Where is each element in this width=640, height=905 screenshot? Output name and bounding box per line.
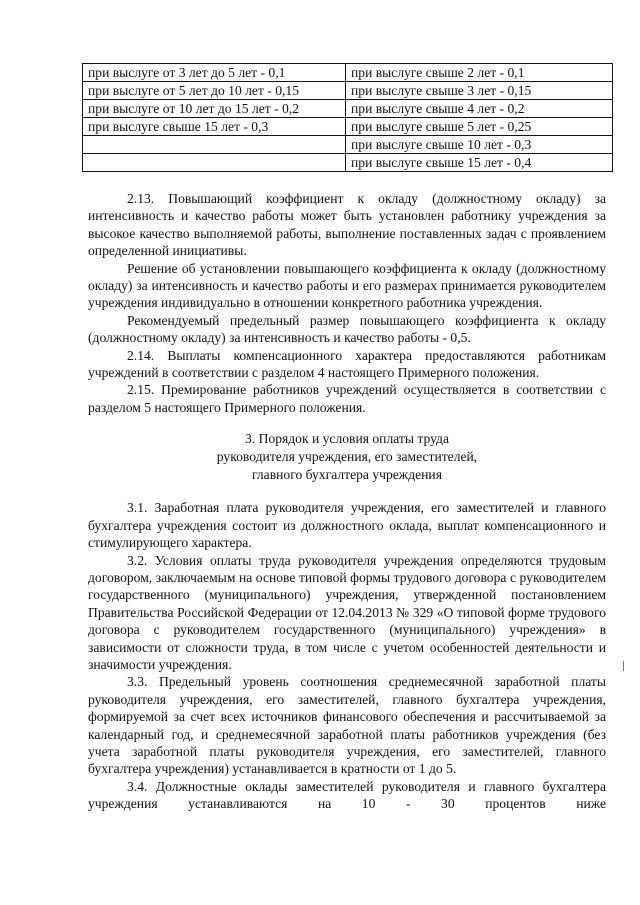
table-cell-category-a: при выслуге от 3 лет до 5 лет - 0,1 [83, 64, 346, 82]
scan-mark [623, 661, 626, 671]
table-row [83, 154, 613, 172]
table-row [83, 100, 613, 118]
table-row [83, 136, 613, 154]
section-3-heading-line-1: 3. Порядок и условия оплаты труда [244, 431, 450, 447]
table-cell-category-b: при выслуге свыше 3 лет - 0,15 [346, 82, 613, 100]
table-row [83, 82, 613, 100]
table-cell-category-b: при выслуге свыше 2 лет - 0,1 [346, 64, 613, 82]
seniority-coefficient-table [82, 63, 613, 172]
paragraph-recommended-size: Рекомендуемый предельный размер повышающего коэффициента к окладу (должностному окладу) за интенсивность и качество работы - 0,5. [88, 312, 606, 346]
paragraph-3-4: 3.4. Должностные оклады заместителей руководителя и главного бухгалтера учреждения устанавливаются на 10 - 30 процентов ниже [88, 778, 606, 812]
paragraph-3-3: 3.3. Предельный уровень соотношения среднемесячной заработной платы руководителя учреждения, его заместителей, главного бухгалтера учреждения, формируемой за счет всех источников финансового обеспечения и рассчитываемой за календарный год, и среднемесячной заработной платы работников учреждения (без учета заработной платы руководителя учреждения, его заместителей, главного бухгалтера учреждения) устанавливается в кратности от 1 до 5. [88, 674, 606, 777]
table-cell-category-a [83, 136, 346, 154]
table-row [83, 64, 613, 82]
section-3-heading-line-3: главного бухгалтера учреждения [252, 467, 442, 483]
document-body [88, 190, 606, 813]
table-cell-category-b: при выслуге свыше 15 лет - 0,4 [346, 154, 613, 172]
table-cell-category-a [83, 154, 346, 172]
table-cell-category-a: при выслуге от 10 лет до 15 лет - 0,2 [83, 100, 346, 118]
table-cell-category-b: при выслуге свыше 10 лет - 0,3 [346, 136, 613, 154]
table-cell-category-a: при выслуге свыше 15 лет - 0,3 [83, 118, 346, 136]
table-cell-category-a: при выслуге от 5 лет до 10 лет - 0,15 [83, 82, 346, 100]
table-row [83, 118, 613, 136]
paragraph-2-14: 2.14. Выплаты компенсационного характера предоставляются работникам учреждений в соответствии с разделом 4 настоящего Примерного положения. [88, 347, 606, 381]
section-3-heading-line-2: руководителя учреждения, его заместителей, [216, 449, 478, 465]
table-cell-category-b: при выслуге свыше 5 лет - 0,25 [346, 118, 613, 136]
paragraph-2-13: 2.13. Повышающий коэффициент к окладу (должностному окладу) за интенсивность и качество работы может быть установлен работнику учреждения за высокое качество выполняемой работы, выполнение поставленных задач с проявлением определенной инициативы. [88, 191, 606, 259]
paragraph-2-15: 2.15. Премирование работников учреждений осуществляется в соответствии с разделом 5 настоящего Примерного положения. [88, 382, 606, 415]
paragraph-3-1: 3.1. Заработная плата руководителя учреждения, его заместителей и главного бухгалтера учреждения состоит из должностного оклада, выплат компенсационного и стимулирующего характера. [88, 500, 606, 551]
paragraph-3-2: 3.2. Условия оплаты труда руководителя учреждения определяются трудовым договором, заключаемым на основе типовой формы трудового договора с руководителем государственного (муниципального) учреждения, утвержденной постановлением Правительства Российской Федерации от 12.04.2013 № 329 «О типовой форме трудового договора с руководителем государственного (муниципального) учреждения» в зависимости от сложности труда, в том числе с учетом особенностей деятельности и значимости учреждения. [88, 552, 606, 672]
table-cell-category-b: при выслуге свыше 4 лет - 0,2 [346, 100, 613, 118]
paragraph-decision: Решение об установлении повышающего коэффициента к окладу (должностному окладу) за интенсивность и качество работы и его размерах принимается руководителем учреждения индивидуально в отношении конкретного работника учреждения. [88, 260, 606, 311]
section-3-heading [88, 430, 606, 484]
